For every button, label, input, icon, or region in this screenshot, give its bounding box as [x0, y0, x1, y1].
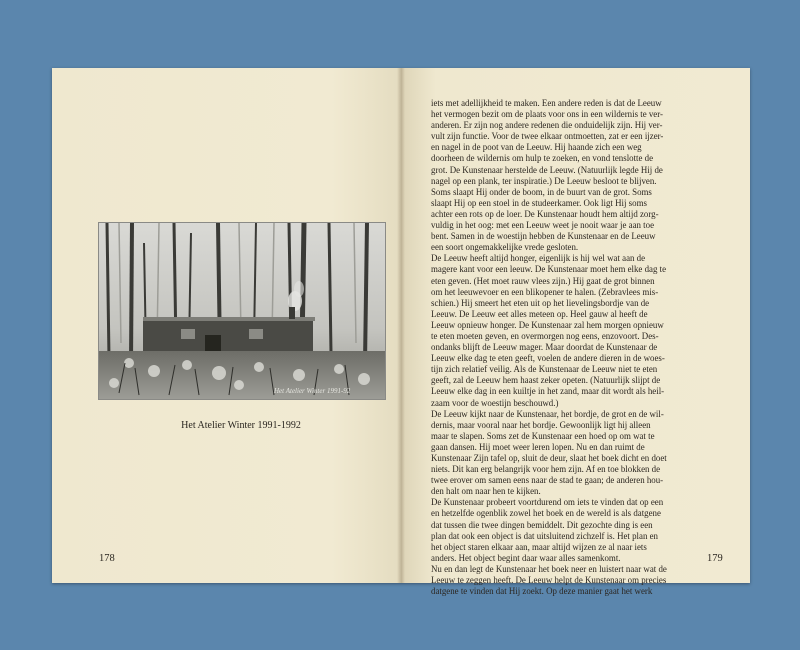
- text-line: dernis, maar vooral naar het bordje. Gewoonlijk ligt hij alleen: [431, 419, 651, 430]
- open-book: [52, 68, 750, 597]
- text-line: zaam voor de woestijn beschouwd.): [431, 397, 559, 408]
- text-line: Nu en dan legt de Kunstenaar het boek neer en luistert naar wat de: [431, 563, 667, 574]
- text-line: vult zijn functie. Voor de twee elkaar ontmoetten, zat er een ijzer-: [431, 131, 664, 142]
- body-text: [431, 98, 727, 597]
- text-line: gaan dansen. Hij moet weer leren lopen. Nu en dan ruimt de: [431, 441, 645, 452]
- text-line: schien.) Hij smeert het eten uit op het lievelingsbordje van de: [431, 297, 650, 308]
- text-line: maar te slapen. Soms zet de Kunstenaar een hoed op om wat te: [431, 430, 655, 441]
- text-line: datgene te vinden dat Hij zoekt. Op deze manier gaat het werk: [431, 586, 653, 597]
- text-line: Leeuw. De Leeuw eet alles meteen op. Heel gauw al heeft de: [431, 308, 648, 319]
- text-line: plan dat ook een object is dat uitsluitend zichzelf is. Het plan en: [431, 530, 658, 541]
- winter-atelier-image: [99, 223, 385, 399]
- text-line: De Leeuw kijkt naar de Kunstenaar, het bordje, de grot en de wil-: [431, 408, 664, 419]
- text-line: anderen. Er zijn nog andere redenen die onduidelijk zijn. Hij ver-: [431, 120, 663, 131]
- text-line: een soort ongemakkelijke vrede gesloten.: [431, 242, 579, 253]
- text-line: Leeuw opnieuw honger. De Kunstenaar zal hem morgen opnieuw: [431, 319, 664, 330]
- text-line: magere kant voor een leeuw. De Kunstenaar moet hem elke dag te: [431, 264, 667, 275]
- text-line: Leeuw te zeggen heeft. De Leeuw helpt de Kunstenaar om precies: [431, 575, 667, 586]
- photo-caption: Het Atelier Winter 1991-1992: [181, 420, 301, 431]
- text-line: De Kunstenaar probeert voortdurend om iets te vinden dat op een: [431, 497, 664, 508]
- text-line: nagel op een plank, ter inspiratie.) De Leeuw besloot te blijven.: [431, 175, 657, 186]
- text-line: slaapt Hij op een stoel in de studeerkamer. Ook ligt Hij soms: [431, 197, 647, 208]
- photo-inscription: Het Atelier Winter 1991-92: [274, 387, 351, 395]
- atelier-photo: [98, 222, 386, 400]
- text-line: te eten moeten geven, en overmorgen nog eens, enzovoort. Des-: [431, 330, 659, 341]
- text-line: doorheen de wildernis om hulp te zoeken, en vond tenslotte de: [431, 153, 654, 164]
- book-gutter: [397, 68, 405, 583]
- text-line: iets met adellijkheid te maken. Een andere reden is dat de Leeuw: [431, 98, 662, 108]
- text-line: twee erover om samen eens naar de stad te gaan; de anderen hou-: [431, 475, 664, 486]
- text-line: niets. Dit kan erg belangrijk voor hem zijn. Af en toe blokken de: [431, 464, 661, 475]
- text-line: dat tussen die twee dingen bemiddelt. Dit gezochte ding is een: [431, 519, 653, 530]
- text-line: eten geven. (Het moet rauw vlees zijn.) Hij gaat de grot binnen: [431, 275, 655, 286]
- right-page: [401, 68, 750, 597]
- text-line: Leeuw elke dag te eten geeft, voelen de andere dieren in de woes-: [431, 353, 665, 364]
- text-line: vuldig in het oog: met een Leeuw weet je nooit waar je aan toe: [431, 220, 655, 231]
- text-line: achter een rots op de loer. De Kunstenaar houdt hem altijd zorg-: [431, 208, 659, 219]
- text-line: Soms slaapt Hij onder de boom, in de buurt van de grot. Soms: [431, 186, 652, 197]
- text-line: grot. De Kunstenaar herstelde de Leeuw. (Natuurlijk legde Hij de: [431, 164, 663, 175]
- text-line: bent. Samen in de woestijn hebben de Kunstenaar en de Leeuw: [431, 231, 656, 242]
- text-line: om het leeuwevoer en een blikopener te halen. (Zebravlees mis-: [431, 286, 659, 297]
- text-line: anders. Het object begint daar waar alles samenkomt.: [431, 552, 621, 563]
- page-number-left: 178: [99, 553, 115, 564]
- text-line: ondanks blijft de Leeuw mager. Maar doordat de Kunstenaar de: [431, 342, 658, 353]
- text-line: en nagel in de poot van de Leeuw. Hij haande zich een weg: [431, 142, 642, 153]
- text-line: Leeuw elke dag in een kuiltje in het zand, maar dit wordt als heil-: [431, 386, 665, 397]
- page-number-right: 179: [707, 553, 723, 564]
- text-line: en hetzelfde ogenblik zowel het boek en de wereld is als datgene: [431, 508, 661, 519]
- text-line: het object staren elkaar aan, maar altijd wijzen ze al naar iets: [431, 541, 647, 552]
- text-line: het vermogen bezit om de plaats voor ons in een wildernis te ver-: [431, 109, 663, 120]
- left-page: [52, 68, 401, 583]
- text-line: den halt om naar hen te kijken.: [431, 486, 541, 497]
- text-line: tijn zich relatief veilig. Als de Kunstenaar de Leeuw niet te eten: [431, 364, 658, 375]
- text-line: geeft, zal de Leeuw hem haast zeker opeten. (Natuurlijk slijpt de: [431, 375, 661, 386]
- text-line: De Leeuw heeft altijd honger, eigenlijk is hij wel wat aan de: [431, 253, 646, 264]
- text-line: Kunstenaar Zijn tafel op, sluit de deur, slaat het boek dicht en doet: [431, 453, 667, 463]
